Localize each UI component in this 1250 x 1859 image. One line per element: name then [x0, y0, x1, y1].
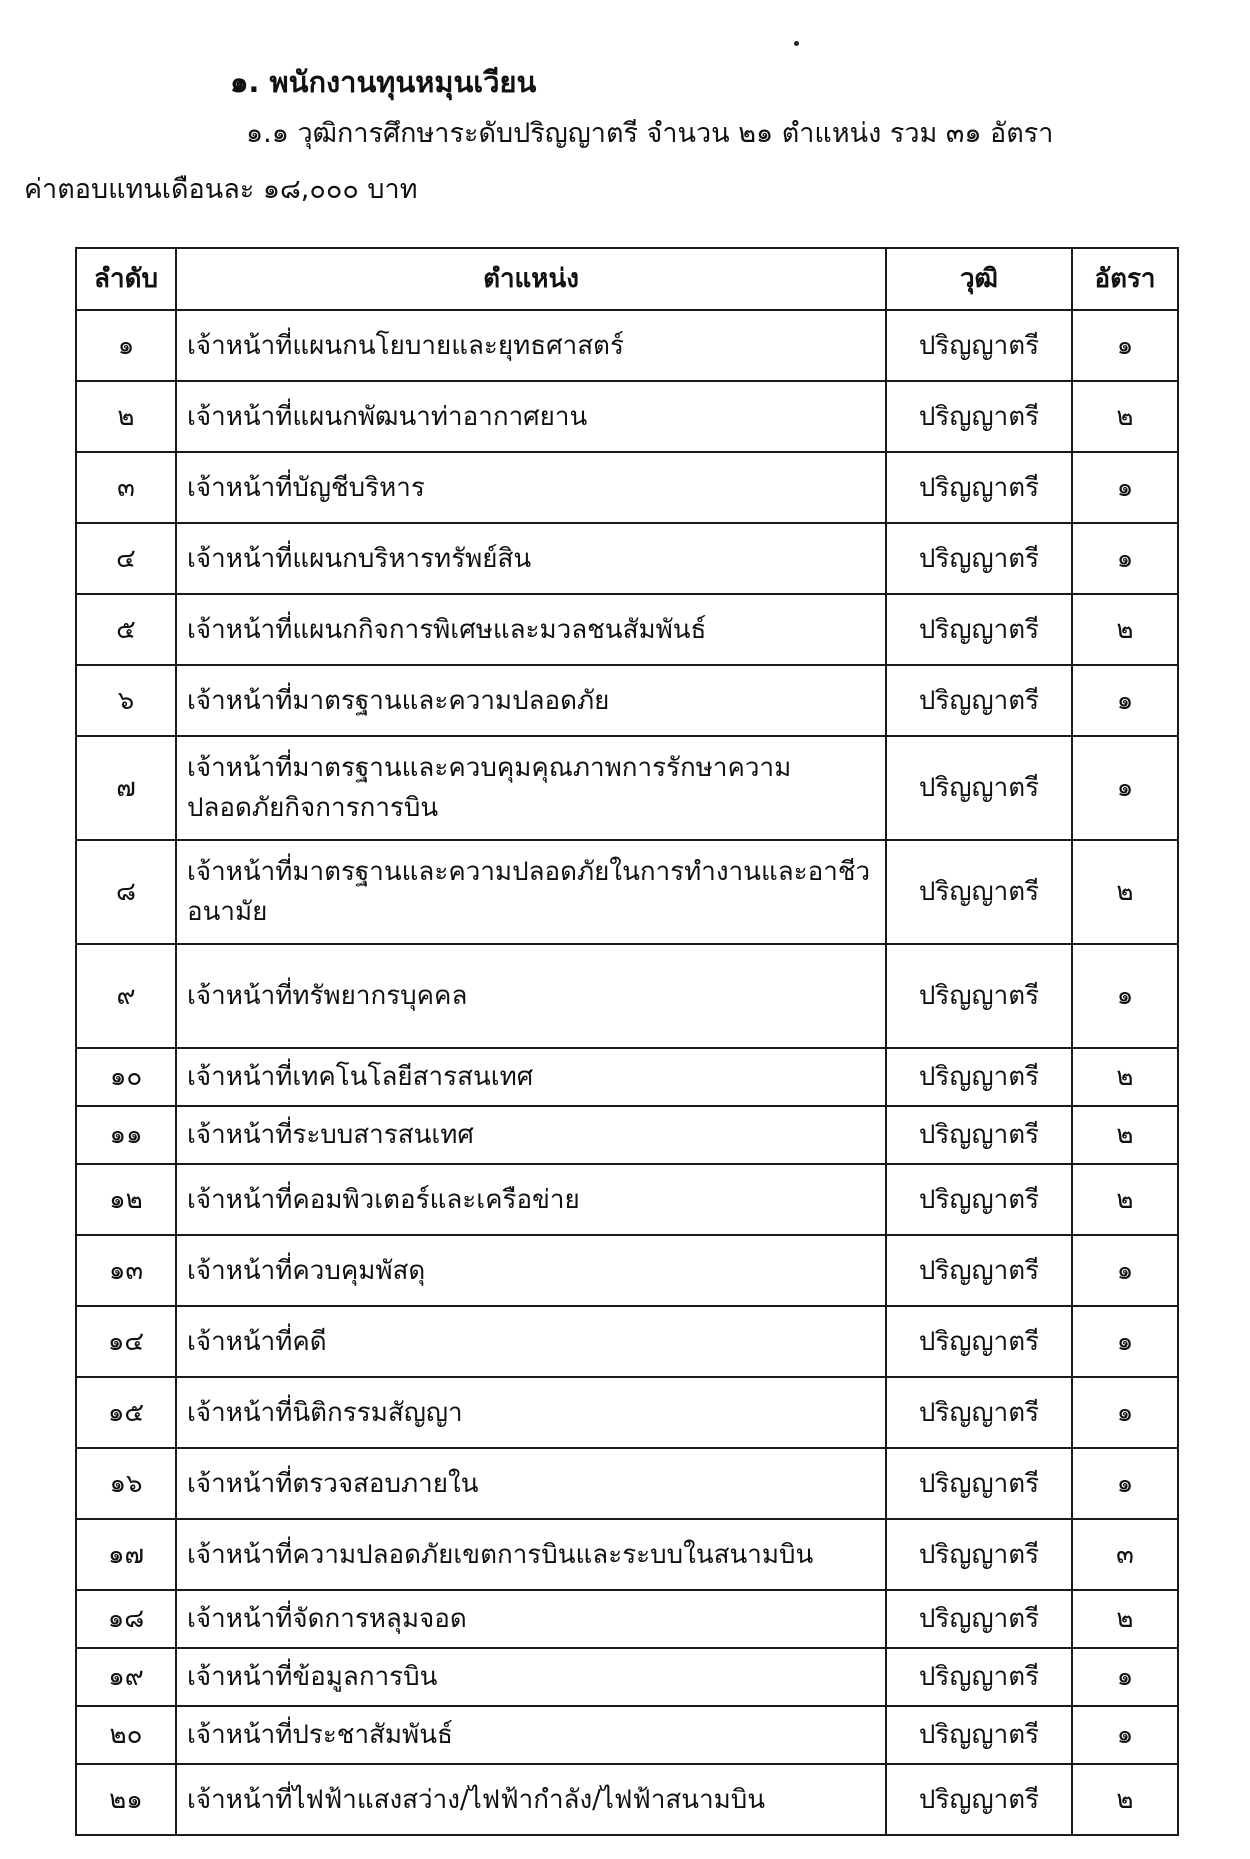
row-rate: ๑ — [1072, 1448, 1178, 1519]
row-position: เจ้าหน้าที่แผนกบริหารทรัพย์สิน — [176, 523, 886, 594]
row-no: ๑ — [76, 310, 176, 381]
row-qualification: ปริญญาตรี — [886, 1048, 1072, 1106]
subsection-heading: ๑.๑ วุฒิการศึกษาระดับปริญญาตรี จำนวน ๒๑ ตำแหน่ง รวม ๓๑ อัตรา — [246, 118, 1054, 149]
table-row — [76, 840, 1178, 944]
row-rate: ๒ — [1072, 1164, 1178, 1235]
row-no: ๑๗ — [76, 1519, 176, 1590]
table-row — [76, 1377, 1178, 1448]
table-row — [76, 523, 1178, 594]
row-position: เจ้าหน้าที่ข้อมูลการบิน — [176, 1648, 886, 1706]
row-rate: ๑ — [1072, 736, 1178, 840]
header-position: ตำแหน่ง — [176, 248, 886, 310]
row-qualification: ปริญญาตรี — [886, 1235, 1072, 1306]
row-rate: ๒ — [1072, 381, 1178, 452]
row-no: ๑๕ — [76, 1377, 176, 1448]
row-rate: ๒ — [1072, 1106, 1178, 1164]
row-rate: ๒ — [1072, 1764, 1178, 1835]
table-row — [76, 1590, 1178, 1648]
row-no: ๑๒ — [76, 1164, 176, 1235]
table-row — [76, 1706, 1178, 1764]
row-rate: ๑ — [1072, 665, 1178, 736]
row-qualification: ปริญญาตรี — [886, 736, 1072, 840]
row-position: เจ้าหน้าที่แผนกพัฒนาท่าอากาศยาน — [176, 381, 886, 452]
row-no: ๒๑ — [76, 1764, 176, 1835]
section-heading: ๑. พนักงานทุนหมุนเวียน — [230, 65, 537, 99]
scan-speck — [794, 41, 799, 46]
header-rate: อัตรา — [1072, 248, 1178, 310]
row-no: ๙ — [76, 944, 176, 1048]
table-body — [76, 310, 1178, 1835]
row-position: เจ้าหน้าที่คดี — [176, 1306, 886, 1377]
row-no: ๓ — [76, 452, 176, 523]
row-qualification: ปริญญาตรี — [886, 1377, 1072, 1448]
table-row — [76, 1106, 1178, 1164]
row-qualification: ปริญญาตรี — [886, 665, 1072, 736]
header-no: ลำดับ — [76, 248, 176, 310]
row-position: เจ้าหน้าที่ความปลอดภัยเขตการบินและระบบในสนามบิน — [176, 1519, 886, 1590]
row-position: เจ้าหน้าที่ระบบสารสนเทศ — [176, 1106, 886, 1164]
row-no: ๖ — [76, 665, 176, 736]
row-qualification: ปริญญาตรี — [886, 1519, 1072, 1590]
row-no: ๑๖ — [76, 1448, 176, 1519]
header-qualification: วุฒิ — [886, 248, 1072, 310]
row-position: เจ้าหน้าที่ประชาสัมพันธ์ — [176, 1706, 886, 1764]
row-rate: ๒ — [1072, 840, 1178, 944]
table-row — [76, 1235, 1178, 1306]
row-rate: ๒ — [1072, 1048, 1178, 1106]
row-position: เจ้าหน้าที่มาตรฐานและควบคุมคุณภาพการรักษาความปลอดภัยกิจการการบิน — [176, 736, 886, 840]
table-header-row — [76, 248, 1178, 310]
table-row — [76, 1648, 1178, 1706]
row-qualification: ปริญญาตรี — [886, 310, 1072, 381]
row-position: เจ้าหน้าที่ควบคุมพัสดุ — [176, 1235, 886, 1306]
row-no: ๒๐ — [76, 1706, 176, 1764]
row-rate: ๑ — [1072, 1377, 1178, 1448]
row-position: เจ้าหน้าที่จัดการหลุมจอด — [176, 1590, 886, 1648]
row-rate: ๒ — [1072, 1590, 1178, 1648]
row-position: เจ้าหน้าที่บัญชีบริหาร — [176, 452, 886, 523]
row-qualification: ปริญญาตรี — [886, 1706, 1072, 1764]
row-qualification: ปริญญาตรี — [886, 1764, 1072, 1835]
row-position: เจ้าหน้าที่คอมพิวเตอร์และเครือข่าย — [176, 1164, 886, 1235]
row-position: เจ้าหน้าที่เทคโนโลยีสารสนเทศ — [176, 1048, 886, 1106]
row-rate: ๒ — [1072, 594, 1178, 665]
salary-line: ค่าตอบแทนเดือนละ ๑๘,๐๐๐ บาท — [24, 174, 418, 205]
row-rate: ๓ — [1072, 1519, 1178, 1590]
row-no: ๑๔ — [76, 1306, 176, 1377]
row-position: เจ้าหน้าที่มาตรฐานและความปลอดภัยในการทำงานและอาชีวอนามัย — [176, 840, 886, 944]
row-qualification: ปริญญาตรี — [886, 1106, 1072, 1164]
row-rate: ๑ — [1072, 944, 1178, 1048]
table-row — [76, 1764, 1178, 1835]
row-qualification: ปริญญาตรี — [886, 523, 1072, 594]
table-row — [76, 1048, 1178, 1106]
row-qualification: ปริญญาตรี — [886, 1648, 1072, 1706]
row-position: เจ้าหน้าที่ตรวจสอบภายใน — [176, 1448, 886, 1519]
row-rate: ๑ — [1072, 1306, 1178, 1377]
table-row — [76, 594, 1178, 665]
row-qualification: ปริญญาตรี — [886, 594, 1072, 665]
row-rate: ๑ — [1072, 523, 1178, 594]
row-no: ๑๐ — [76, 1048, 176, 1106]
row-position: เจ้าหน้าที่นิติกรรมสัญญา — [176, 1377, 886, 1448]
row-no: ๘ — [76, 840, 176, 944]
row-qualification: ปริญญาตรี — [886, 1306, 1072, 1377]
positions-table — [75, 247, 1179, 1836]
row-qualification: ปริญญาตรี — [886, 452, 1072, 523]
table-row — [76, 381, 1178, 452]
table-row — [76, 736, 1178, 840]
table-row — [76, 1306, 1178, 1377]
row-qualification: ปริญญาตรี — [886, 944, 1072, 1048]
row-position: เจ้าหน้าที่ไฟฟ้าแสงสว่าง/ไฟฟ้ากำลัง/ไฟฟ้าสนามบิน — [176, 1764, 886, 1835]
row-qualification: ปริญญาตรี — [886, 1448, 1072, 1519]
row-no: ๔ — [76, 523, 176, 594]
row-rate: ๑ — [1072, 310, 1178, 381]
row-no: ๕ — [76, 594, 176, 665]
row-no: ๑๓ — [76, 1235, 176, 1306]
table-row — [76, 1448, 1178, 1519]
table-row — [76, 1164, 1178, 1235]
row-position: เจ้าหน้าที่แผนกนโยบายและยุทธศาสตร์ — [176, 310, 886, 381]
row-qualification: ปริญญาตรี — [886, 1590, 1072, 1648]
row-rate: ๑ — [1072, 1648, 1178, 1706]
row-qualification: ปริญญาตรี — [886, 381, 1072, 452]
table-row — [76, 1519, 1178, 1590]
row-rate: ๑ — [1072, 452, 1178, 523]
row-no: ๗ — [76, 736, 176, 840]
row-no: ๒ — [76, 381, 176, 452]
table-row — [76, 944, 1178, 1048]
table-row — [76, 665, 1178, 736]
row-position: เจ้าหน้าที่มาตรฐานและความปลอดภัย — [176, 665, 886, 736]
row-qualification: ปริญญาตรี — [886, 840, 1072, 944]
row-qualification: ปริญญาตรี — [886, 1164, 1072, 1235]
row-rate: ๑ — [1072, 1235, 1178, 1306]
row-rate: ๑ — [1072, 1706, 1178, 1764]
row-no: ๑๘ — [76, 1590, 176, 1648]
row-no: ๑๙ — [76, 1648, 176, 1706]
row-position: เจ้าหน้าที่แผนกกิจการพิเศษและมวลชนสัมพันธ์ — [176, 594, 886, 665]
row-no: ๑๑ — [76, 1106, 176, 1164]
row-position: เจ้าหน้าที่ทรัพยากรบุคคล — [176, 944, 886, 1048]
table-row — [76, 452, 1178, 523]
table-row — [76, 310, 1178, 381]
